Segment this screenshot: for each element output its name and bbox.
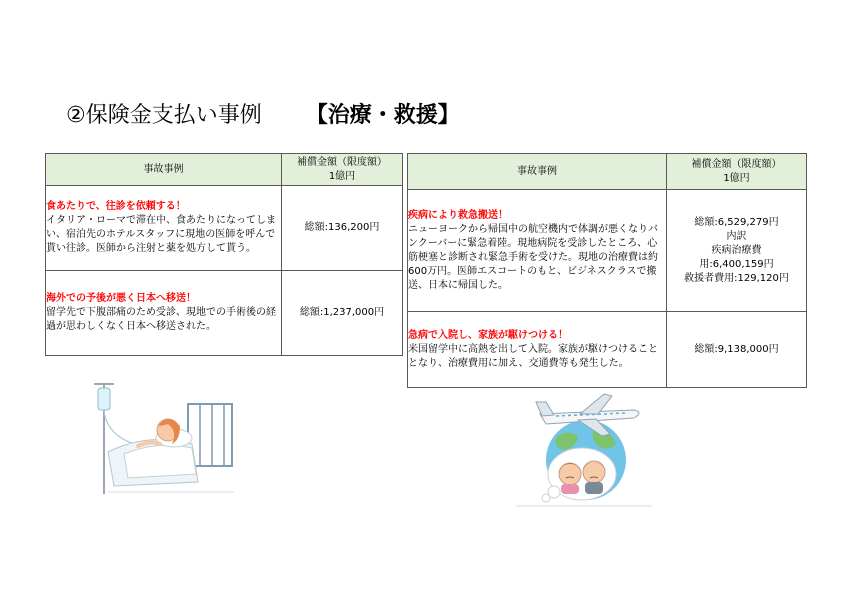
case-amount: 総額:9,138,000円 xyxy=(667,312,807,388)
case-description xyxy=(408,312,667,388)
amount-header-line1: 補償金額（限度額） xyxy=(691,158,782,170)
amount-breakdown-item: 用:6,400,159円 xyxy=(699,258,774,270)
table-row xyxy=(408,190,807,312)
case-heading: 急病で入院し、家族が駆けつける！ xyxy=(408,329,568,341)
case-body: 留学先で下腹部痛のため受診、現地での手術後の経過が思わしくなく日本へ移送された。 xyxy=(46,307,276,332)
table-header-row xyxy=(46,154,403,186)
amount-breakdown-label: 内訳 xyxy=(726,230,747,242)
case-description xyxy=(46,271,282,356)
amount-header-line1: 補償金額（限度額） xyxy=(297,156,387,168)
title-main: ②保険金支払い事例 xyxy=(66,103,262,128)
case-amount: 総額:1,237,000円 xyxy=(282,271,403,356)
amount-total: 総額:6,529,279円 xyxy=(694,216,779,228)
table-row xyxy=(46,186,403,271)
case-body: ニューヨークから帰国中の航空機内で体調が悪くなりバンクーバーに緊急着陸。現地病院を受診したところ、心筋梗塞と診断され緊急手術を受けた。現地の治療費は約600万円。医師エスコートのもと、ビジネスクラスで搬送、日本に帰国した。 xyxy=(408,223,658,291)
amount-breakdown-item: 疾病治療費 xyxy=(711,244,762,256)
case-amount xyxy=(667,190,807,312)
right-case-table xyxy=(407,153,807,388)
case-column-header: 事故事例 xyxy=(46,154,282,186)
table-row xyxy=(46,271,403,356)
case-body: 米国留学中に高熱を出して入院。家族が駆けつけることとなり、治療費用に加え、交通費等も発生した。 xyxy=(408,343,658,369)
table-row xyxy=(408,312,807,388)
amount-header-line2: 1億円 xyxy=(328,170,356,182)
case-heading: 疾病により救急搬送！ xyxy=(408,209,508,221)
hospital-patient-illustration xyxy=(88,374,238,496)
case-body: イタリア・ローマで滞在中、食あたりになってしまい、宿泊先のホテルスタッフに現地の医師を呼んで貰い往診。医師から注射と薬を処方して貰う。 xyxy=(46,215,276,254)
page-title xyxy=(66,98,460,129)
airplane-family-illustration xyxy=(506,388,656,508)
amount-column-header xyxy=(667,154,807,190)
amount-column-header xyxy=(282,154,403,186)
left-case-table xyxy=(45,153,403,356)
title-bracket: 【治療・救援】 xyxy=(305,103,460,128)
case-column-header: 事故事例 xyxy=(408,154,667,190)
case-amount: 総額:136,200円 xyxy=(282,186,403,271)
case-heading: 食あたりで、往診を依頼する！ xyxy=(46,201,186,212)
case-description xyxy=(46,186,282,271)
case-description xyxy=(408,190,667,312)
amount-header-line2: 1億円 xyxy=(723,172,750,184)
case-heading: 海外での予後が悪く日本へ移送！ xyxy=(46,293,196,304)
amount-breakdown-item: 救援者費用:129,120円 xyxy=(684,272,789,284)
table-header-row xyxy=(408,154,807,190)
